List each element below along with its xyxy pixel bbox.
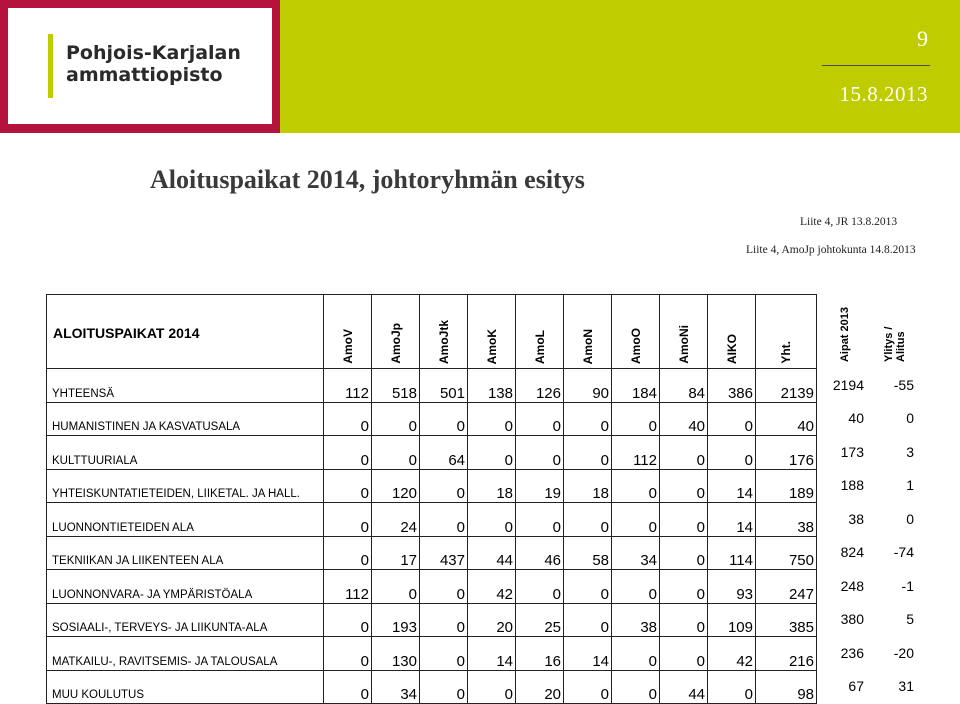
table-cell: 518 [372,369,420,403]
table-cell: 0 [468,503,516,537]
row-label: HUMANISTINEN JA KASVATUSALA [47,402,324,436]
row-label: YHTEENSÄ [47,369,324,403]
side-body [820,368,926,703]
table-cell: 0 [612,637,660,671]
table-cell: 112 [612,436,660,470]
side-cell: 248 [840,577,864,594]
page-number: 9 [917,26,928,51]
table-cell: 34 [372,670,420,704]
side-row [820,569,926,603]
table-cell: 46 [516,536,564,570]
table-cell: 90 [564,369,612,403]
table-cell: 0 [708,436,756,470]
logo-line-2: ammattiopisto [66,64,223,86]
table-cell: 25 [516,603,564,637]
table-row [47,536,817,570]
table-cell: 16 [516,637,564,671]
table-cell: 14 [468,637,516,671]
table-row [47,402,817,436]
table-cell: 0 [660,637,708,671]
table-cell: 0 [420,570,468,604]
table-row [47,570,817,604]
table-cell: 0 [660,570,708,604]
table-cell: 0 [516,503,564,537]
row-label: SOSIAALI-, TERVEYS- JA LIIKUNTA-ALA [47,603,324,637]
slide-date: 15.8.2013 [839,82,928,106]
table-cell: 247 [756,570,817,604]
column-header-5 [564,295,612,369]
table-cell: 0 [468,670,516,704]
side-columns [820,294,926,703]
side-row [820,435,926,469]
side-cell: -20 [893,644,914,661]
side-row [820,636,926,670]
row-label: KULTTUURIALA [47,436,324,470]
column-header-3 [468,295,516,369]
table-row [47,603,817,637]
table-cell: 98 [756,670,817,704]
column-header-label: AmoL [532,330,547,364]
table-cell: 44 [468,536,516,570]
table-cell: 0 [324,637,372,671]
table-cell: 437 [420,536,468,570]
table-cell: 0 [324,503,372,537]
side-cell: 824 [840,544,864,561]
table-cell: 84 [660,369,708,403]
table-cell: 18 [564,469,612,503]
side-row [820,536,926,570]
side-cell: 1 [906,477,914,494]
column-header-2 [420,295,468,369]
side-column-header-1 [870,294,920,368]
table-cell: 14 [564,637,612,671]
side-header [820,294,926,368]
table-row [47,469,817,503]
column-header-label: AmoJtk [436,319,451,364]
column-header-label: AmoV [340,329,355,364]
table-cell: 0 [372,570,420,604]
column-header-0 [324,295,372,369]
table-cell: 0 [708,402,756,436]
table-header-row [47,295,817,369]
table-cell: 138 [468,369,516,403]
table-cell: 38 [756,503,817,537]
table-row [47,369,817,403]
table-cell: 0 [660,469,708,503]
table-cell: 114 [708,536,756,570]
note-jr: Liite 4, JR 13.8.2013 [800,216,898,228]
side-row [820,368,926,402]
table-cell: 0 [420,503,468,537]
table-cell: 112 [324,369,372,403]
table-body [47,369,817,704]
column-header-7 [660,295,708,369]
logo-line-1: Pohjois-Karjalan [66,42,241,64]
table-cell: 42 [708,637,756,671]
table-cell: 17 [372,536,420,570]
table-cell: 501 [420,369,468,403]
column-header-label: AIKO [724,334,739,364]
column-header-label: AmoN [580,328,595,364]
table-cell: 0 [564,503,612,537]
row-label: LUONNONVARA- JA YMPÄRISTÖALA [47,570,324,604]
side-row [820,402,926,436]
side-cell: 188 [840,477,864,494]
table-cell: 58 [564,536,612,570]
column-header-8 [708,295,756,369]
table-cell: 0 [324,603,372,637]
table-cell: 0 [564,570,612,604]
table-cell: 0 [420,469,468,503]
note-johtokunta: Liite 4, AmoJp johtokunta 14.8.2013 [746,244,916,256]
table-cell: 0 [468,436,516,470]
table-cell: 0 [708,670,756,704]
table-cell: 750 [756,536,817,570]
table-cell: 24 [372,503,420,537]
table-cell: 0 [612,570,660,604]
side-cell: 380 [840,611,864,628]
table-cell: 0 [420,603,468,637]
table-cell: 0 [324,436,372,470]
table-cell: 189 [756,469,817,503]
table-cell: 216 [756,637,817,671]
side-row [820,469,926,503]
table-cell: 130 [372,637,420,671]
side-cell: 0 [906,510,914,527]
table-cell: 0 [660,536,708,570]
table-cell: 64 [420,436,468,470]
row-label: LUONNONTIETEIDEN ALA [47,503,324,537]
table-cell: 184 [612,369,660,403]
side-cell: 3 [906,443,914,460]
table-cell: 0 [372,402,420,436]
column-header-9 [756,295,817,369]
column-header-label: AmoJp [388,323,403,364]
side-cell: 2194 [832,376,864,393]
side-cell: 38 [848,510,864,527]
table-cell: 0 [612,402,660,436]
table-cell: 42 [468,570,516,604]
table-cell: 0 [564,603,612,637]
table-row [47,670,817,704]
side-cell: -1 [901,577,914,594]
table-cell: 0 [612,670,660,704]
table-cell: 0 [420,637,468,671]
table-cell: 0 [372,436,420,470]
table-cell: 44 [660,670,708,704]
table-cell: 120 [372,469,420,503]
table-cell: 0 [324,469,372,503]
table-cell: 0 [420,402,468,436]
table-cell: 93 [708,570,756,604]
table-cell: 14 [708,503,756,537]
side-column-label: Ylitys / Alitus [883,326,907,362]
table-cell: 0 [516,570,564,604]
table-cell: 0 [324,536,372,570]
table-cell: 385 [756,603,817,637]
table-cell: 0 [660,436,708,470]
table-title: ALOITUSPAIKAT 2014 [47,295,324,369]
table-cell: 20 [468,603,516,637]
side-cell: -55 [893,376,914,393]
side-cell: 67 [848,678,864,695]
side-column-header-0 [820,294,870,368]
column-header-label: AmoNi [676,325,691,364]
table-row [47,503,817,537]
side-cell: 236 [840,644,864,661]
table-cell: 34 [612,536,660,570]
table-cell: 19 [516,469,564,503]
row-label: MUU KOULUTUS [47,670,324,704]
side-cell: 5 [906,611,914,628]
table-area [46,294,926,704]
side-cell: -74 [893,544,914,561]
table-cell: 20 [516,670,564,704]
table-cell: 2139 [756,369,817,403]
header-divider [822,65,930,66]
header-bar [0,0,960,133]
table-cell: 176 [756,436,817,470]
table-cell: 0 [420,670,468,704]
table-cell: 0 [564,402,612,436]
table-cell: 109 [708,603,756,637]
table-cell: 0 [516,436,564,470]
side-row [820,502,926,536]
side-cell: 40 [848,410,864,427]
side-row [820,603,926,637]
table-cell: 0 [516,402,564,436]
table-cell: 112 [324,570,372,604]
row-label: TEKNIIKAN JA LIIKENTEEN ALA [47,536,324,570]
column-header-6 [612,295,660,369]
table-cell: 38 [612,603,660,637]
side-cell: 31 [898,678,914,695]
table-cell: 126 [516,369,564,403]
table-cell: 18 [468,469,516,503]
row-label: MATKAILU-, RAVITSEMIS- JA TALOUSALA [47,637,324,671]
side-column-label: Aipat 2013 [839,306,851,362]
table-cell: 14 [708,469,756,503]
table-row [47,436,817,470]
column-header-label: AmoO [628,328,643,364]
table-cell: 40 [756,402,817,436]
side-row [820,670,926,704]
table-cell: 193 [372,603,420,637]
table-cell: 0 [660,603,708,637]
column-header-label: AmoK [484,328,499,364]
slide-title: Aloituspaikat 2014, johtoryhmän esitys [150,165,585,194]
column-header-1 [372,295,420,369]
table-cell: 0 [324,402,372,436]
table-row [47,637,817,671]
table-cell: 386 [708,369,756,403]
table-cell: 0 [564,670,612,704]
row-label: YHTEISKUNTATIETEIDEN, LIIKETAL. JA HALL. [47,469,324,503]
table-cell: 0 [564,436,612,470]
table-cell: 0 [660,503,708,537]
table-cell: 0 [468,402,516,436]
column-header-4 [516,295,564,369]
table-cell: 0 [324,670,372,704]
logo-accent-bar [48,34,53,98]
column-header-label: Yht. [779,341,793,364]
logo-text [66,42,241,86]
table-cell: 0 [612,503,660,537]
table-cell: 40 [660,402,708,436]
side-cell: 173 [840,443,864,460]
side-cell: 0 [906,410,914,427]
aloituspaikat-table [46,294,817,704]
table-cell: 0 [612,469,660,503]
